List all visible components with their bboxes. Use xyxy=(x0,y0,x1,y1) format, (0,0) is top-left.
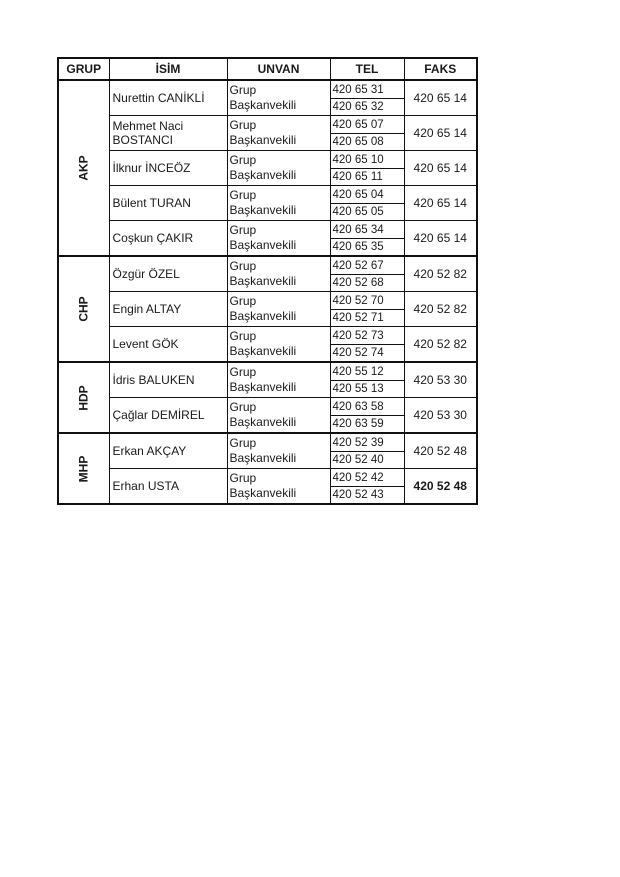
table-row xyxy=(58,221,477,239)
tel-cell-1: 420 65 04 xyxy=(330,186,404,204)
tel-cell-2: 420 52 71 xyxy=(330,310,404,327)
fax-cell: 420 52 48 xyxy=(404,433,477,469)
fax-cell: 420 52 48 xyxy=(404,469,477,505)
table-row xyxy=(58,398,477,416)
name-cell: İdris BALUKEN xyxy=(109,362,227,398)
fax-cell: 420 65 14 xyxy=(404,186,477,221)
name-cell: Erkan AKÇAY xyxy=(109,433,227,469)
fax-cell: 420 53 30 xyxy=(404,362,477,398)
group-label: MHP xyxy=(76,455,91,482)
header-tel: TEL xyxy=(330,58,404,80)
group-cell xyxy=(58,362,109,433)
tel-cell-1: 420 52 39 xyxy=(330,433,404,452)
title-cell: Grup Başkanvekili xyxy=(227,256,330,292)
fax-cell: 420 52 82 xyxy=(404,327,477,363)
table-row xyxy=(58,116,477,134)
name-cell: Bülent TURAN xyxy=(109,186,227,221)
title-cell: Grup Başkanvekili xyxy=(227,186,330,221)
tel-cell-1: 420 65 10 xyxy=(330,151,404,169)
tel-cell-1: 420 52 70 xyxy=(330,292,404,310)
header-faks: FAKS xyxy=(404,58,477,80)
title-cell: Grup Başkanvekili xyxy=(227,469,330,505)
fax-cell: 420 52 82 xyxy=(404,256,477,292)
name-cell: Çağlar DEMİREL xyxy=(109,398,227,434)
tel-cell-2: 420 65 35 xyxy=(330,239,404,257)
title-cell: Grup Başkanvekili xyxy=(227,433,330,469)
tel-cell-2: 420 52 40 xyxy=(330,452,404,469)
fax-cell: 420 53 30 xyxy=(404,398,477,434)
tel-cell-2: 420 65 05 xyxy=(330,204,404,221)
tel-cell-2: 420 63 59 xyxy=(330,416,404,434)
title-cell: Grup Başkanvekili xyxy=(227,327,330,363)
table-row xyxy=(58,292,477,310)
table-body xyxy=(58,80,477,504)
fax-cell: 420 52 82 xyxy=(404,292,477,327)
table-row xyxy=(58,256,477,275)
title-cell: Grup Başkanvekili xyxy=(227,80,330,116)
title-cell: Grup Başkanvekili xyxy=(227,221,330,257)
title-cell: Grup Başkanvekili xyxy=(227,151,330,186)
group-cell xyxy=(58,433,109,504)
contact-table xyxy=(57,57,478,505)
name-cell: Coşkun ÇAKIR xyxy=(109,221,227,257)
tel-cell-2: 420 65 32 xyxy=(330,99,404,116)
tel-cell-2: 420 65 11 xyxy=(330,169,404,186)
fax-cell: 420 65 14 xyxy=(404,116,477,151)
fax-cell: 420 65 14 xyxy=(404,221,477,257)
name-cell: Engin ALTAY xyxy=(109,292,227,327)
table-row xyxy=(58,151,477,169)
header-row xyxy=(58,58,477,80)
header-isim: İSİM xyxy=(109,58,227,80)
tel-cell-2: 420 52 68 xyxy=(330,275,404,292)
fax-cell: 420 65 14 xyxy=(404,80,477,116)
name-cell: Mehmet Naci BOSTANCI xyxy=(109,116,227,151)
table-row xyxy=(58,469,477,487)
tel-cell-2: 420 65 08 xyxy=(330,134,404,151)
table-row xyxy=(58,362,477,381)
title-cell: Grup Başkanvekili xyxy=(227,398,330,434)
table-row xyxy=(58,433,477,452)
name-cell: İlknur İNCEÖZ xyxy=(109,151,227,186)
tel-cell-1: 420 65 34 xyxy=(330,221,404,239)
group-label: AKP xyxy=(76,155,91,181)
group-cell xyxy=(58,80,109,256)
group-label: HDP xyxy=(76,384,91,411)
name-cell: Özgür ÖZEL xyxy=(109,256,227,292)
tel-cell-2: 420 55 13 xyxy=(330,381,404,398)
tel-cell-1: 420 52 73 xyxy=(330,327,404,345)
title-cell: Grup Başkanvekili xyxy=(227,362,330,398)
group-cell xyxy=(58,256,109,362)
tel-cell-1: 420 52 67 xyxy=(330,256,404,275)
table-row xyxy=(58,80,477,99)
tel-cell-1: 420 65 31 xyxy=(330,80,404,99)
title-cell: Grup Başkanvekili xyxy=(227,116,330,151)
table-row xyxy=(58,327,477,345)
tel-cell-1: 420 52 42 xyxy=(330,469,404,487)
tel-cell-1: 420 65 07 xyxy=(330,116,404,134)
fax-cell: 420 65 14 xyxy=(404,151,477,186)
name-cell: Nurettin CANİKLİ xyxy=(109,80,227,116)
tel-cell-1: 420 55 12 xyxy=(330,362,404,381)
table-row xyxy=(58,186,477,204)
tel-cell-2: 420 52 43 xyxy=(330,487,404,505)
header-unvan: UNVAN xyxy=(227,58,330,80)
title-cell: Grup Başkanvekili xyxy=(227,292,330,327)
name-cell: Levent GÖK xyxy=(109,327,227,363)
tel-cell-1: 420 63 58 xyxy=(330,398,404,416)
header-grup: GRUP xyxy=(58,58,109,80)
tel-cell-2: 420 52 74 xyxy=(330,345,404,363)
group-label: CHP xyxy=(76,296,91,322)
name-cell: Erhan USTA xyxy=(109,469,227,505)
